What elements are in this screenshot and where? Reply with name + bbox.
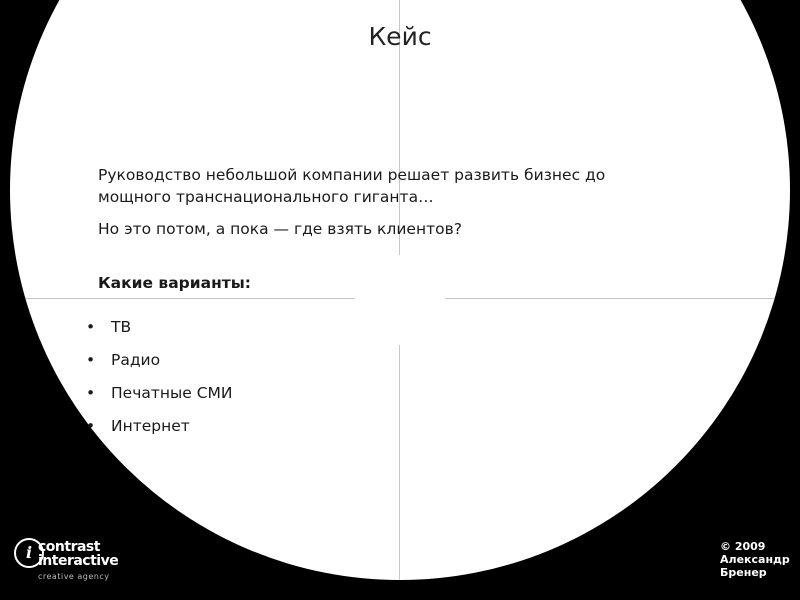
paragraph-question: Но это потом, а пока — где взять клиентов? bbox=[98, 220, 462, 238]
options-heading: Какие варианты: bbox=[98, 274, 252, 292]
crosshair-vertical-bottom bbox=[399, 345, 400, 580]
slide-title: Кейс bbox=[368, 22, 432, 51]
author-first-name: Александр bbox=[720, 553, 790, 566]
bullet-icon: • bbox=[86, 351, 96, 369]
logo-line-3: creative agency bbox=[38, 572, 110, 581]
list-item bbox=[86, 349, 233, 382]
logo-line-2: interactive bbox=[38, 553, 119, 569]
list-item bbox=[86, 316, 233, 349]
agency-logo bbox=[14, 538, 119, 588]
logo-icon: i bbox=[14, 538, 44, 568]
logo-line-1: contrast bbox=[38, 539, 100, 555]
paragraph-intro: Руководство небольшой компании решает развить бизнес до мощного транснационального гиганта… bbox=[98, 166, 606, 206]
option-label: ТВ bbox=[111, 318, 132, 336]
slide-content bbox=[98, 164, 658, 304]
bullet-icon: • bbox=[86, 384, 96, 402]
bullet-icon: • bbox=[86, 318, 96, 336]
option-label: Интернет bbox=[111, 417, 190, 435]
author-last-name: Бренер bbox=[720, 566, 767, 579]
bullet-icon: • bbox=[86, 417, 96, 435]
logo-text bbox=[38, 540, 118, 584]
list-item bbox=[86, 415, 233, 448]
option-label: Радио bbox=[111, 351, 161, 369]
copyright-year: © 2009 bbox=[720, 540, 766, 553]
options-list bbox=[86, 316, 233, 448]
option-label: Печатные СМИ bbox=[111, 384, 233, 402]
list-item bbox=[86, 382, 233, 415]
copyright-notice bbox=[720, 540, 790, 579]
